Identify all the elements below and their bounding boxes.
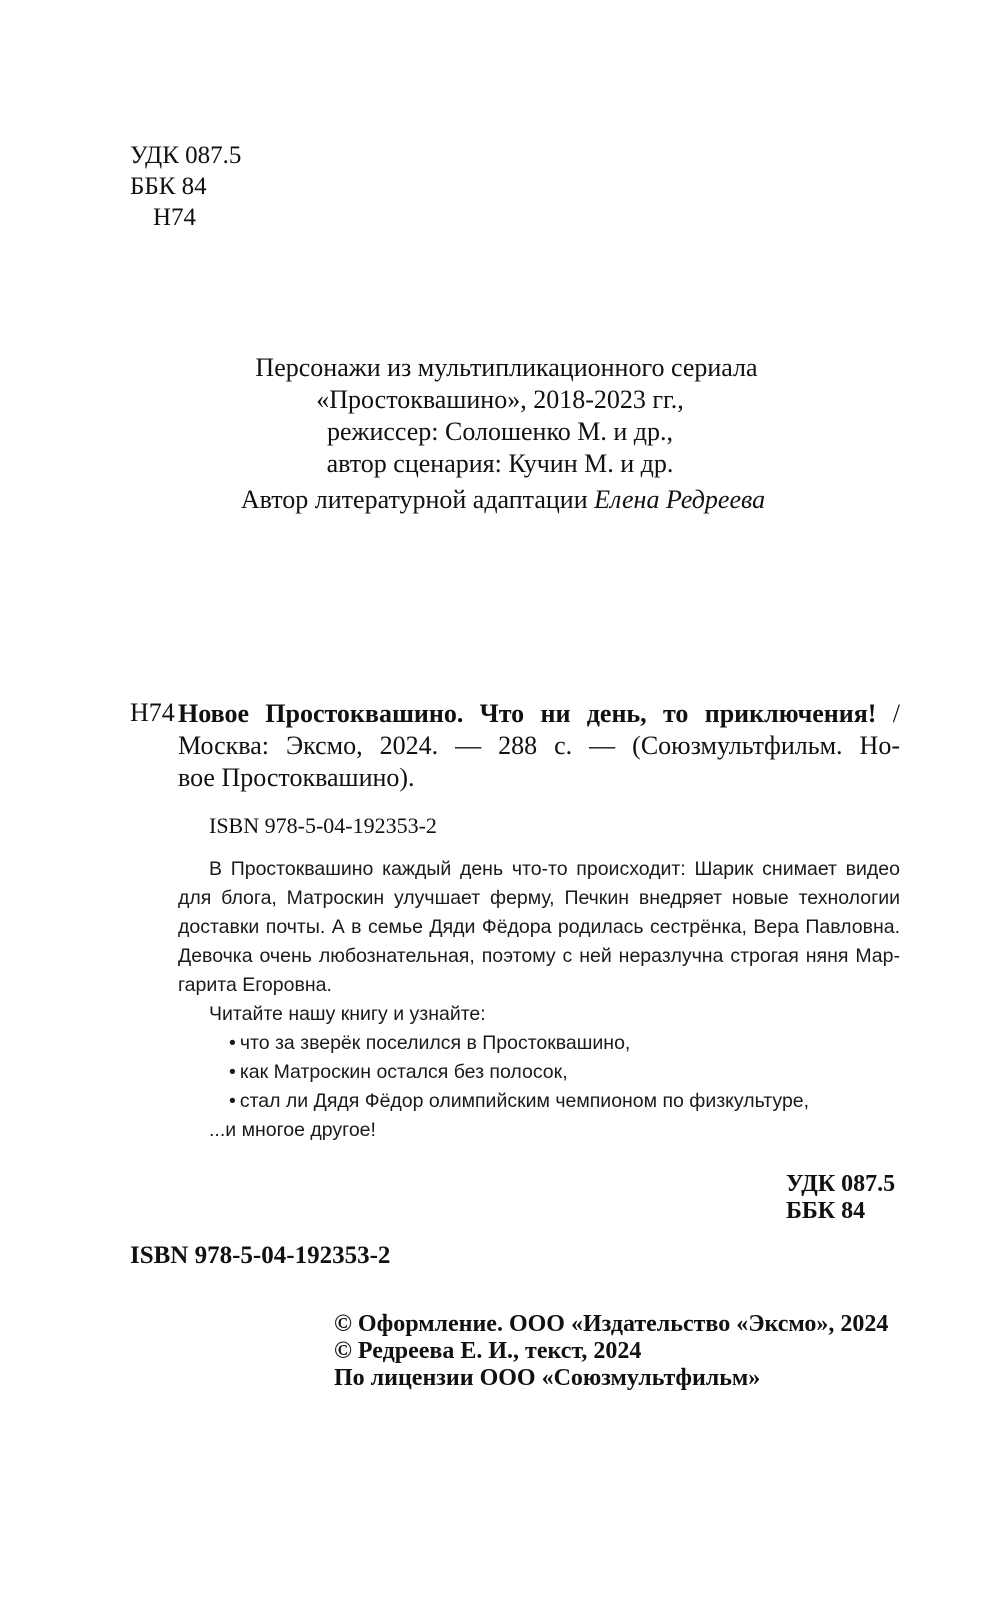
catalog-line-2: Москва: Эксмо, 2024. — 288 с. — (Союзмультфильм. Но- [178, 731, 900, 760]
copyright-block [334, 1311, 888, 1392]
bbk-code: ББК 84 [130, 173, 207, 200]
copyright-text: © Редреева Е. И., текст, 2024 [334, 1338, 642, 1364]
bullet-icon: • [229, 1061, 236, 1083]
annotation-line: гарита Егоровна. [178, 974, 332, 996]
bullet-item [178, 1087, 900, 1116]
license-note: По лицензии ООО «Союзмультфильм» [334, 1365, 761, 1391]
catalog-code: Н74 [130, 698, 175, 727]
annotation-line: для блога, Матроскин улучшает ферму, Печкин внедряет новые технологии [178, 887, 900, 909]
bullet-item [178, 1058, 900, 1087]
credits-line-2: «Простоквашино», 2018-2023 гг., [316, 385, 684, 414]
credits-line-3: режиссер: Солошенко М. и др., [326, 417, 674, 446]
bullet-item [178, 1029, 900, 1058]
catalog-entry [178, 698, 900, 794]
bottom-udk: УДК 087.5 [786, 1171, 896, 1197]
catalog-isbn: ISBN 978-5-04-192353-2 [209, 813, 437, 838]
credits-line-1: Персонажи из мультипликационного сериала [255, 353, 758, 382]
udk-code: УДК 087.5 [130, 142, 242, 169]
annotation-closing: ...и многое другое! [209, 1119, 376, 1141]
annotation-line: Девочка очень любознательная, поэтому с ней неразлучна строгая няня Мар- [178, 945, 900, 967]
adaptation-label: Автор литературной адаптации [240, 485, 588, 514]
book-title: Новое Простоквашино. Что ни день, то приключения! [178, 699, 877, 728]
catalog-line-1 [178, 698, 900, 730]
bottom-classification [786, 1171, 895, 1225]
bullet-text: как Матроскин остался без полосок, [239, 1061, 568, 1083]
copyright-design: © Оформление. ООО «Издательство «Эксмо», 2024 [334, 1311, 889, 1337]
bullet-text: что за зверёк поселился в Простоквашино, [239, 1032, 631, 1054]
title-separator: / [876, 699, 900, 728]
credits-line-4: автор сценария: Кучин М. и др. [326, 449, 674, 478]
annotation-line: доставки почты. А в семье Дяди Фёдора родилась сестрёнка, Вера Павловна. [178, 916, 900, 938]
bottom-isbn: ISBN 978-5-04-192353-2 [130, 1242, 391, 1269]
classification-block [130, 140, 241, 233]
adaptation-author: Елена Редреева [594, 485, 766, 514]
catalog-line-3: вое Простоквашино). [178, 763, 415, 792]
adaptation-credit [3, 485, 1000, 515]
annotation [178, 855, 900, 1145]
bottom-bbk: ББК 84 [786, 1198, 866, 1224]
annotation-intro: Читайте нашу книгу и узнайте: [209, 1003, 486, 1025]
bullet-icon: • [229, 1032, 236, 1054]
credits-block [0, 352, 1000, 480]
bullet-icon: • [229, 1090, 236, 1112]
bullet-text: стал ли Дядя Фёдор олимпийским чемпионом по физкультуре, [239, 1090, 810, 1112]
author-mark: Н74 [153, 204, 197, 231]
annotation-line: В Простоквашино каждый день что-то происходит: Шарик снимает видео [209, 858, 900, 880]
